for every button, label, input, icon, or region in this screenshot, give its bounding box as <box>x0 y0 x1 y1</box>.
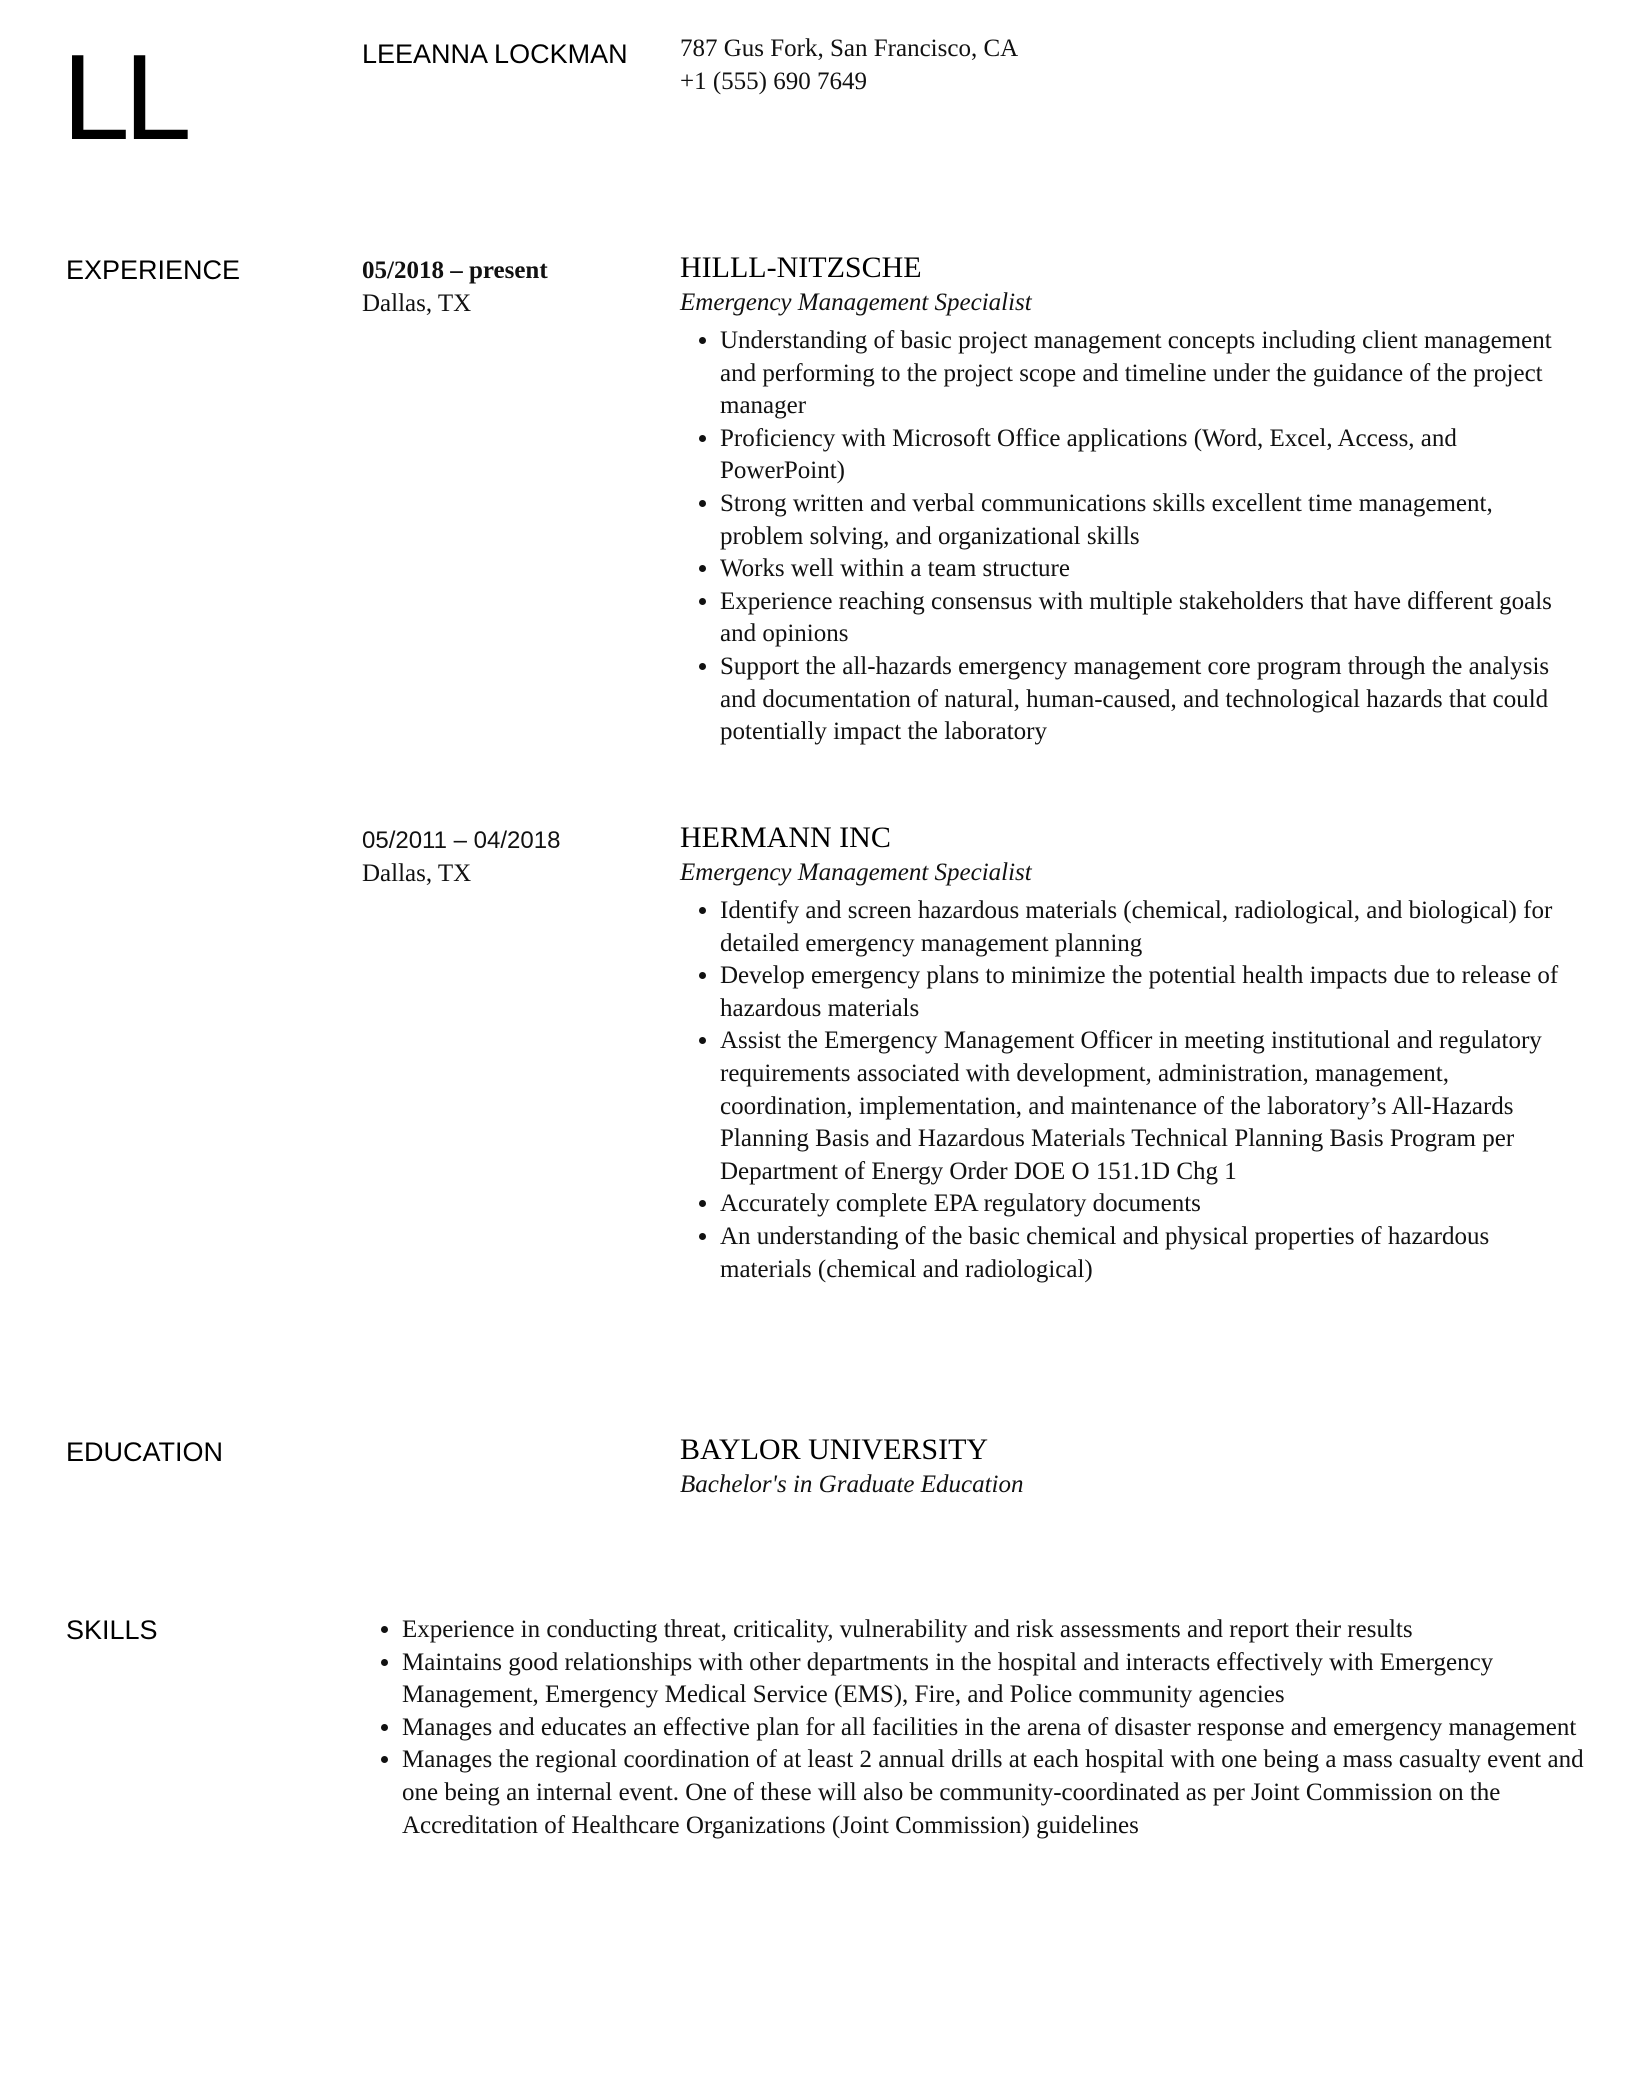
phone: +1 (555) 690 7649 <box>680 68 867 95</box>
list-item: • Assist the Emergency Management Officer in meeting institutional and regulatory requirements associated with development, administration, management, coordination, implementation, and maintenance of the laboratory’s All-Hazards Planning Basis and Hazardous Materials Technical Planning Basis Program per Department of Energy Order DOE O 151.1D Chg 1 <box>720 1025 1580 1188</box>
section-title-education: EDUCATION <box>66 1437 224 1467</box>
list-item: • Support the all-hazards emergency management core program through the analysis and documentation of natural, human-caused, and technological hazards that could potentially impact the laboratory <box>720 651 1580 749</box>
job-bullets <box>680 895 1580 1286</box>
list-item: • Experience in conducting threat, criticality, vulnerability and risk assessments and report their results <box>402 1614 1592 1647</box>
job-bullets <box>680 325 1580 749</box>
list-item: • Manages and educates an effective plan for all facilities in the arena of disaster response and emergency management <box>402 1712 1592 1745</box>
list-item: • Works well within a team structure <box>720 553 1580 586</box>
list-item: • Strong written and verbal communications skills excellent time management, problem solving, and organizational skills <box>720 488 1580 553</box>
job-location: Dallas, TX <box>362 860 472 887</box>
school-name: BAYLOR UNIVERSITY <box>680 1433 989 1466</box>
contact-info <box>680 32 1018 98</box>
skills-list <box>362 1614 1592 1842</box>
job-meta <box>362 824 560 890</box>
skills-bullets <box>362 1614 1592 1842</box>
list-item: • Understanding of basic project management concepts including client management and performing to the project scope and timeline under the guidance of the project manager <box>720 325 1580 423</box>
job-dates: 05/2011 – 04/2018 <box>362 827 561 854</box>
list-item: • Accurately complete EPA regulatory documents <box>720 1188 1580 1221</box>
address: 787 Gus Fork, San Francisco, CA <box>680 35 1019 62</box>
monogram: LL <box>62 29 186 165</box>
education-entry <box>680 1432 1580 1507</box>
job-meta <box>362 254 548 320</box>
list-item: • Manages the regional coordination of at least 2 annual drills at each hospital with one being a mass casualty event and one being an internal event. One of these will also be community-coordinated as per Joint Commission on the Accreditation of Healthcare Organizations (Joint Commission) guidelines <box>402 1744 1592 1842</box>
job-role: Emergency Management Specialist <box>680 859 1032 886</box>
list-item: • Develop emergency plans to minimize the potential health impacts due to release of hazardous materials <box>720 960 1580 1025</box>
section-title-skills: SKILLS <box>66 1615 158 1645</box>
list-item: • Proficiency with Microsoft Office applications (Word, Excel, Access, and PowerPoint) <box>720 423 1580 488</box>
list-item: • Identify and screen hazardous materials (chemical, radiological, and biological) for detailed emergency management planning <box>720 895 1580 960</box>
section-title-experience: EXPERIENCE <box>66 255 241 285</box>
list-item: • An understanding of the basic chemical and physical properties of hazardous materials (chemical and radiological) <box>720 1221 1580 1286</box>
job-location: Dallas, TX <box>362 290 472 317</box>
candidate-name: LEEANNA LOCKMAN <box>362 39 628 69</box>
degree: Bachelor's in Graduate Education <box>680 1471 1024 1498</box>
company-name: HERMANN INC <box>680 821 891 854</box>
list-item: • Maintains good relationships with other departments in the hospital and interacts effectively with Emergency Management, Emergency Medical Service (EMS), Fire, and Police community agencies <box>402 1647 1592 1712</box>
job-entry <box>680 250 1580 749</box>
job-role: Emergency Management Specialist <box>680 289 1032 316</box>
job-entry <box>680 820 1580 1286</box>
company-name: HILLL-NITZSCHE <box>680 251 922 284</box>
job-dates: 05/2018 – present <box>362 257 548 284</box>
list-item: • Experience reaching consensus with multiple stakeholders that have different goals and opinions <box>720 586 1580 651</box>
